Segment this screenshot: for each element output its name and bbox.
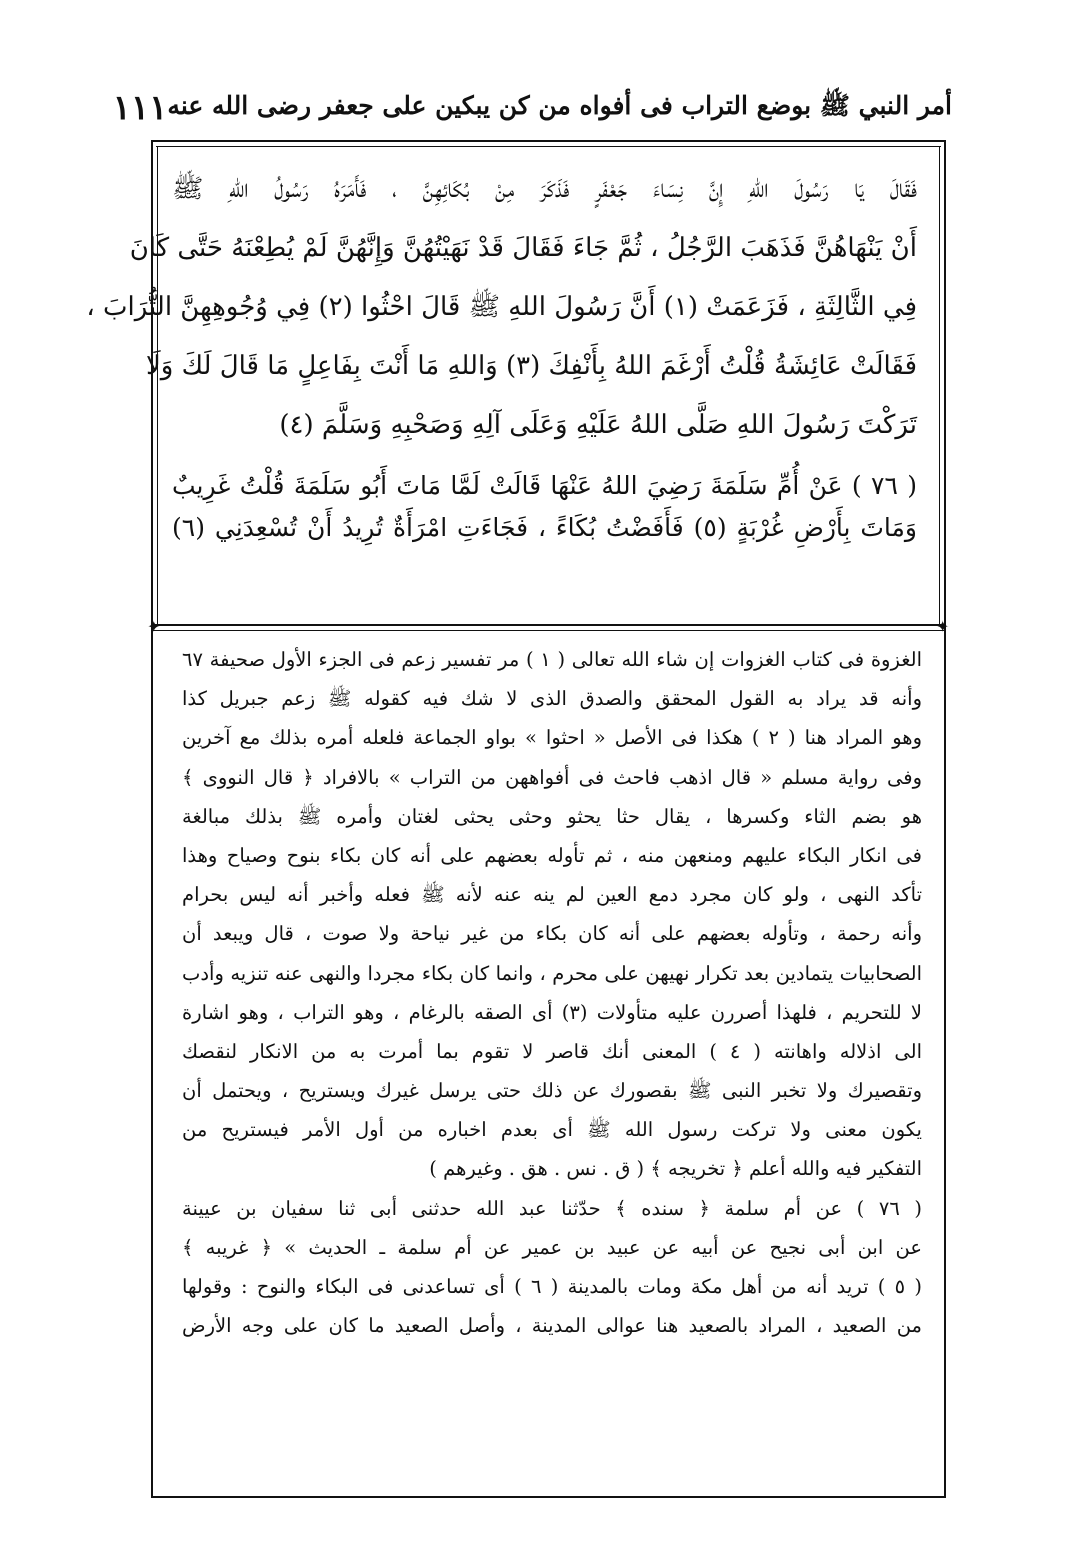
divider-ornament-left: ✦ bbox=[147, 617, 161, 636]
footnote-line: الى اذلاله واهانته ( ٤ ) المعنى أنك قاصر لا تقوم بما أمرت به من الانكار لنقصك bbox=[182, 1039, 922, 1063]
frame-top-rule bbox=[151, 140, 946, 142]
main-text-line: فِي الثَّالِثَةِ ، فَزَعَمَتْ (١) أَنَّ رَسُولَ اللهِ ﷺ قَالَ احْثُوا (٢) فِي وُجُوهِهِنَّ التُّرَابَ ، bbox=[86, 292, 917, 322]
footnote-line: تأكد النهى ، ولو كان مجرد دمع العين لم ينه عنه لأنه ﷺ فعله وأخبر أنه ليس بحرام bbox=[182, 883, 922, 907]
section-divider bbox=[151, 624, 946, 626]
footnotes bbox=[182, 640, 922, 1345]
footnote-line: التفكير فيه والله أعلم ﴿ تخريجه ﴾ ( ق . نس . هق . وغيرهم ) bbox=[429, 1157, 922, 1181]
hadith-text-line: وَمَاتَ بِأَرْضِ غُرْبَةٍ (٥) فَأَفَضْتُ بُكَاءً ، فَجَاءَتِ امْرَأَةٌ تُرِيدُ أَنْ تُسْعِدَنِي (٦) bbox=[172, 513, 918, 542]
main-text-line: أَنْ يَنْهَاهُنَّ فَذَهَبَ الرَّجُلُ ، ثُمَّ جَاءَ فَقَالَ قَدْ نَهَيْتُهُنَّ وَإِنَّهُنَّ لَمْ يُطِعْنَهُ حَتَّى كَانَ bbox=[129, 233, 917, 263]
frame-right-rule bbox=[944, 140, 946, 1498]
footnote-line: ( ٥ ) تريد أنه من أهل مكة ومات بالمدينة ( ٦ ) أى تساعدنى فى البكاء والنوح : وقولها bbox=[182, 1275, 922, 1298]
footnote-line: يكون معنى ولا تركت رسول الله ﷺ أى بعدم اخباره من أول الأمر فيستريح من bbox=[182, 1118, 922, 1142]
frame-bottom-rule bbox=[151, 1496, 946, 1498]
frame-right-rule-inner bbox=[939, 146, 940, 626]
footnote-line: لا للتحريم ، فلهذا أصررن عليه متأولات (٣) أى الصقه بالرغام ، وهو التراب ، وهو اشارة bbox=[182, 1000, 922, 1024]
footnote-line: وأنه رحمة ، وتأوله بعضهم على أنه كان بكاء من غير نياحة ولا صوت ، قال ويبعد أن bbox=[182, 922, 922, 946]
footnote-line: وفى رواية مسلم « قال اذهب فاحث فى أفواههن من التراب » بالافراد ﴿ قال النووى ﴾ bbox=[182, 765, 922, 789]
divider-ornament-right: ✦ bbox=[936, 617, 950, 636]
footnote-line: من الصعيد ، المراد بالصعيد هنا عوالى المدينة ، وأصل الصعيد ما كان على وجه الأرض bbox=[182, 1314, 922, 1338]
footnote-line: ( ٧٦ ) عن أم سلمة ﴿ سنده ﴾ حدّثنا عبد الله حدثنى أبى ثنا سفيان بن عيينة bbox=[182, 1196, 922, 1220]
footnote-line: وتقصيرك ولا تخبر النبى ﷺ بقصورك عن ذلك حتى يرسل غيرك ويستريح ، ويحتمل أن bbox=[182, 1079, 922, 1103]
section-divider-inner bbox=[151, 630, 946, 631]
hadith-text-line: ( ٧٦ ) عَنْ أُمِّ سَلَمَةَ رَضِيَ اللهُ عَنْهَا قَالَتْ لَمَّا مَاتَ أَبُو سَلَمَةَ قُلْتُ غَرِيبٌ bbox=[172, 471, 917, 500]
footnote-line: وهو المراد هنا ( ٢ ) هكذا فى الأصل « احثوا » بواو الجماعة فلعله أمره بذلك مع آخرين bbox=[182, 726, 923, 750]
footnote-line: الصحابيات يتمادين بعد تكرار نهيهن على محرم ، وانما كان بكاء مجردا والنهى عنه تنزيه وأدب bbox=[182, 961, 922, 985]
main-text-line: فَقَالَتْ عَائِشَةُ قُلْتُ أَرْغَمَ اللهُ بِأَنْفِكَ (٣) وَاللهِ مَا أَنْتَ بِفَاعِلٍ مَا قَالَ لَكَ وَلَا bbox=[145, 351, 917, 381]
footnote-line: عن ابن أبى نجيح عن أبيه عن عبيد بن عمير عن أم سلمة ـ الحديث » ﴿ غريبه ﴾ bbox=[182, 1235, 922, 1259]
main-text-line: فَقَالَ يَا رَسُولَ اللهِ إِنَّ نِسَاءَ جَعْفَرٍ فَذَكَرَ مِنْ بُكَائِهِنَّ ، فَأَمَرَهُ رَسُولُ اللهِ ﷺ bbox=[172, 174, 917, 204]
main-text-line: تَرَكْتَ رَسُولَ اللهِ صَلَّى اللهُ عَلَيْهِ وَعَلَى آلِهِ وَصَحْبِهِ وَسَلَّمَ (٤) bbox=[279, 410, 917, 440]
running-title: أمر النبي ﷺ بوضع التراب فى أفواه من كن يبكين على جعفر رضى الله عنه bbox=[167, 90, 952, 120]
main-text bbox=[86, 160, 918, 549]
footnote-line: الغزوة فى كتاب الغزوات إن شاء الله تعالى ( ١ ) مر تفسير زعم فى الجزء الأول صحيفة ٦٧ bbox=[182, 648, 922, 671]
footnote-line: هو بضم الثاء وكسرها ، يقال حثا يحثو وحثى يحثى لغتان وأمره ﷺ بذلك مبالغة bbox=[182, 804, 922, 828]
page-number: ١١١ bbox=[112, 88, 168, 128]
footnote-line: وأنه قد يراد به القول المحقق والصدق الذى لا شك فيه كقوله ﷺ زعم جبريل كذا bbox=[182, 687, 922, 711]
page-header bbox=[112, 84, 952, 132]
frame-top-rule-inner bbox=[156, 146, 941, 147]
footnote-line: فى انكار البكاء عليهم ومنعهن منه ، ثم تأوله بعضهم على أنه كان بكاء بنوح وصياح وهذا bbox=[182, 843, 922, 867]
